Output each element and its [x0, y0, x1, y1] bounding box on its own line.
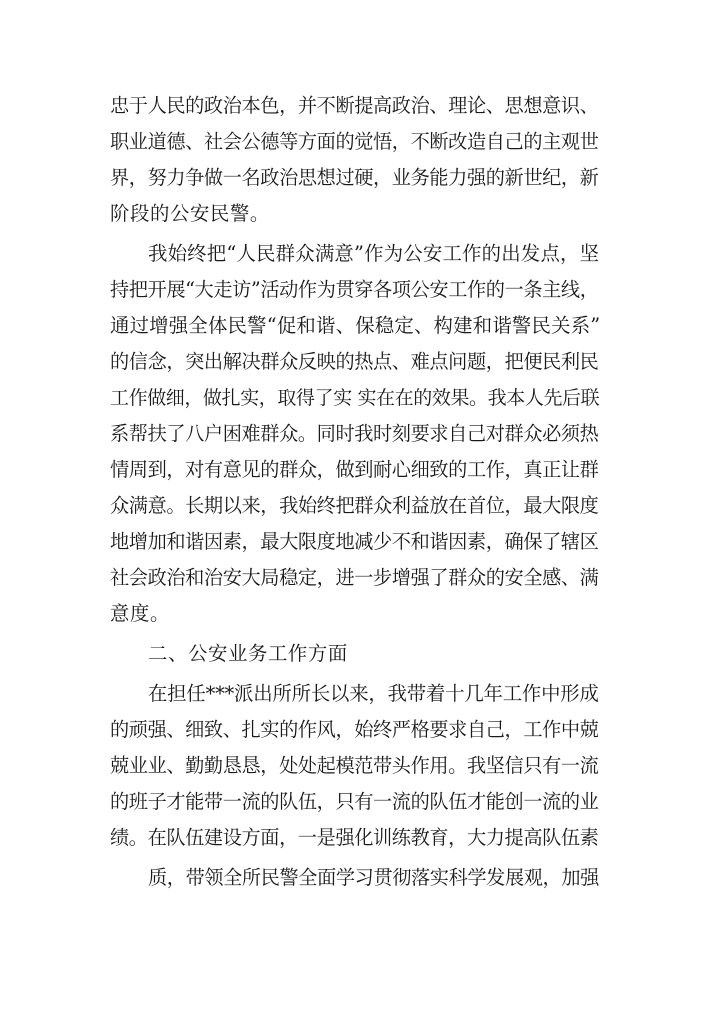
paragraph-line: 系帮扶了八户困难群众。同时我时刻要求自己对群众必须热 [110, 422, 599, 445]
paragraph-line: 我始终把“人民群众满意”作为公安工作的出发点，坚 [148, 242, 600, 265]
paragraph-line: 质，带领全所民警全面学习贯彻落实科学发展观，加强 [148, 866, 599, 889]
paragraph-line: 通过增强全体民警“促和谐、保稳定、构建和谐警民关系” [110, 314, 601, 337]
paragraph-line: 社会政治和治安大局稳定，进一步增强了群众的安全感、满 [110, 566, 599, 589]
paragraph-line: 工作做细，做扎实，取得了实 实在在的效果。我本人先后联 [110, 387, 600, 409]
paragraph-line: 职业道德、社会公德等方面的觉悟，不断改造自己的主观世 [110, 130, 599, 153]
paragraph-line: 忠于人民的政治本色，并不断提高政治、理论、思想意识、 [110, 94, 599, 117]
paragraph-line: 的班子才能带一流的队伍，只有一流的队伍才能创一流的业 [110, 790, 599, 813]
paragraph-line: 情周到，对有意见的群众，做到耐心细致的工作，真正让群 [110, 458, 599, 481]
paragraph-line: 绩。在队伍建设方面，一是强化训练教育，大力提高队伍素 [110, 826, 599, 849]
paragraph-line: 地增加和谐因素，最大限度地减少不和谐因素，确保了辖区 [110, 530, 599, 553]
paragraph-line: 界，努力争做一名政治思想过硬，业务能力强的新世纪，新 [110, 166, 599, 189]
paragraph-line: 兢业业、勤勤恳恳，处处起模范带头作用。我坚信只有一流 [110, 754, 599, 777]
section-heading: 二、公安业务工作方面 [148, 642, 348, 665]
paragraph-line: 的顽强、细致、扎实的作风，始终严格要求自己，工作中兢 [110, 718, 599, 741]
paragraph-line: 意度。 [110, 602, 170, 625]
paragraph-line: 阶段的公安民警。 [110, 202, 270, 225]
paragraph-line: 在担任***派出所所长以来，我带着十几年工作中形成 [148, 682, 599, 705]
paragraph-line: 的信念，突出解决群众反映的热点、难点问题，把便民利民 [110, 350, 599, 373]
paragraph-line: 众满意。长期以来，我始终把群众利益放在首位，最大限度 [110, 494, 599, 517]
paragraph-line: 持把开展“大走访”活动作为贯穿各项公安工作的一条主线， [110, 278, 599, 301]
